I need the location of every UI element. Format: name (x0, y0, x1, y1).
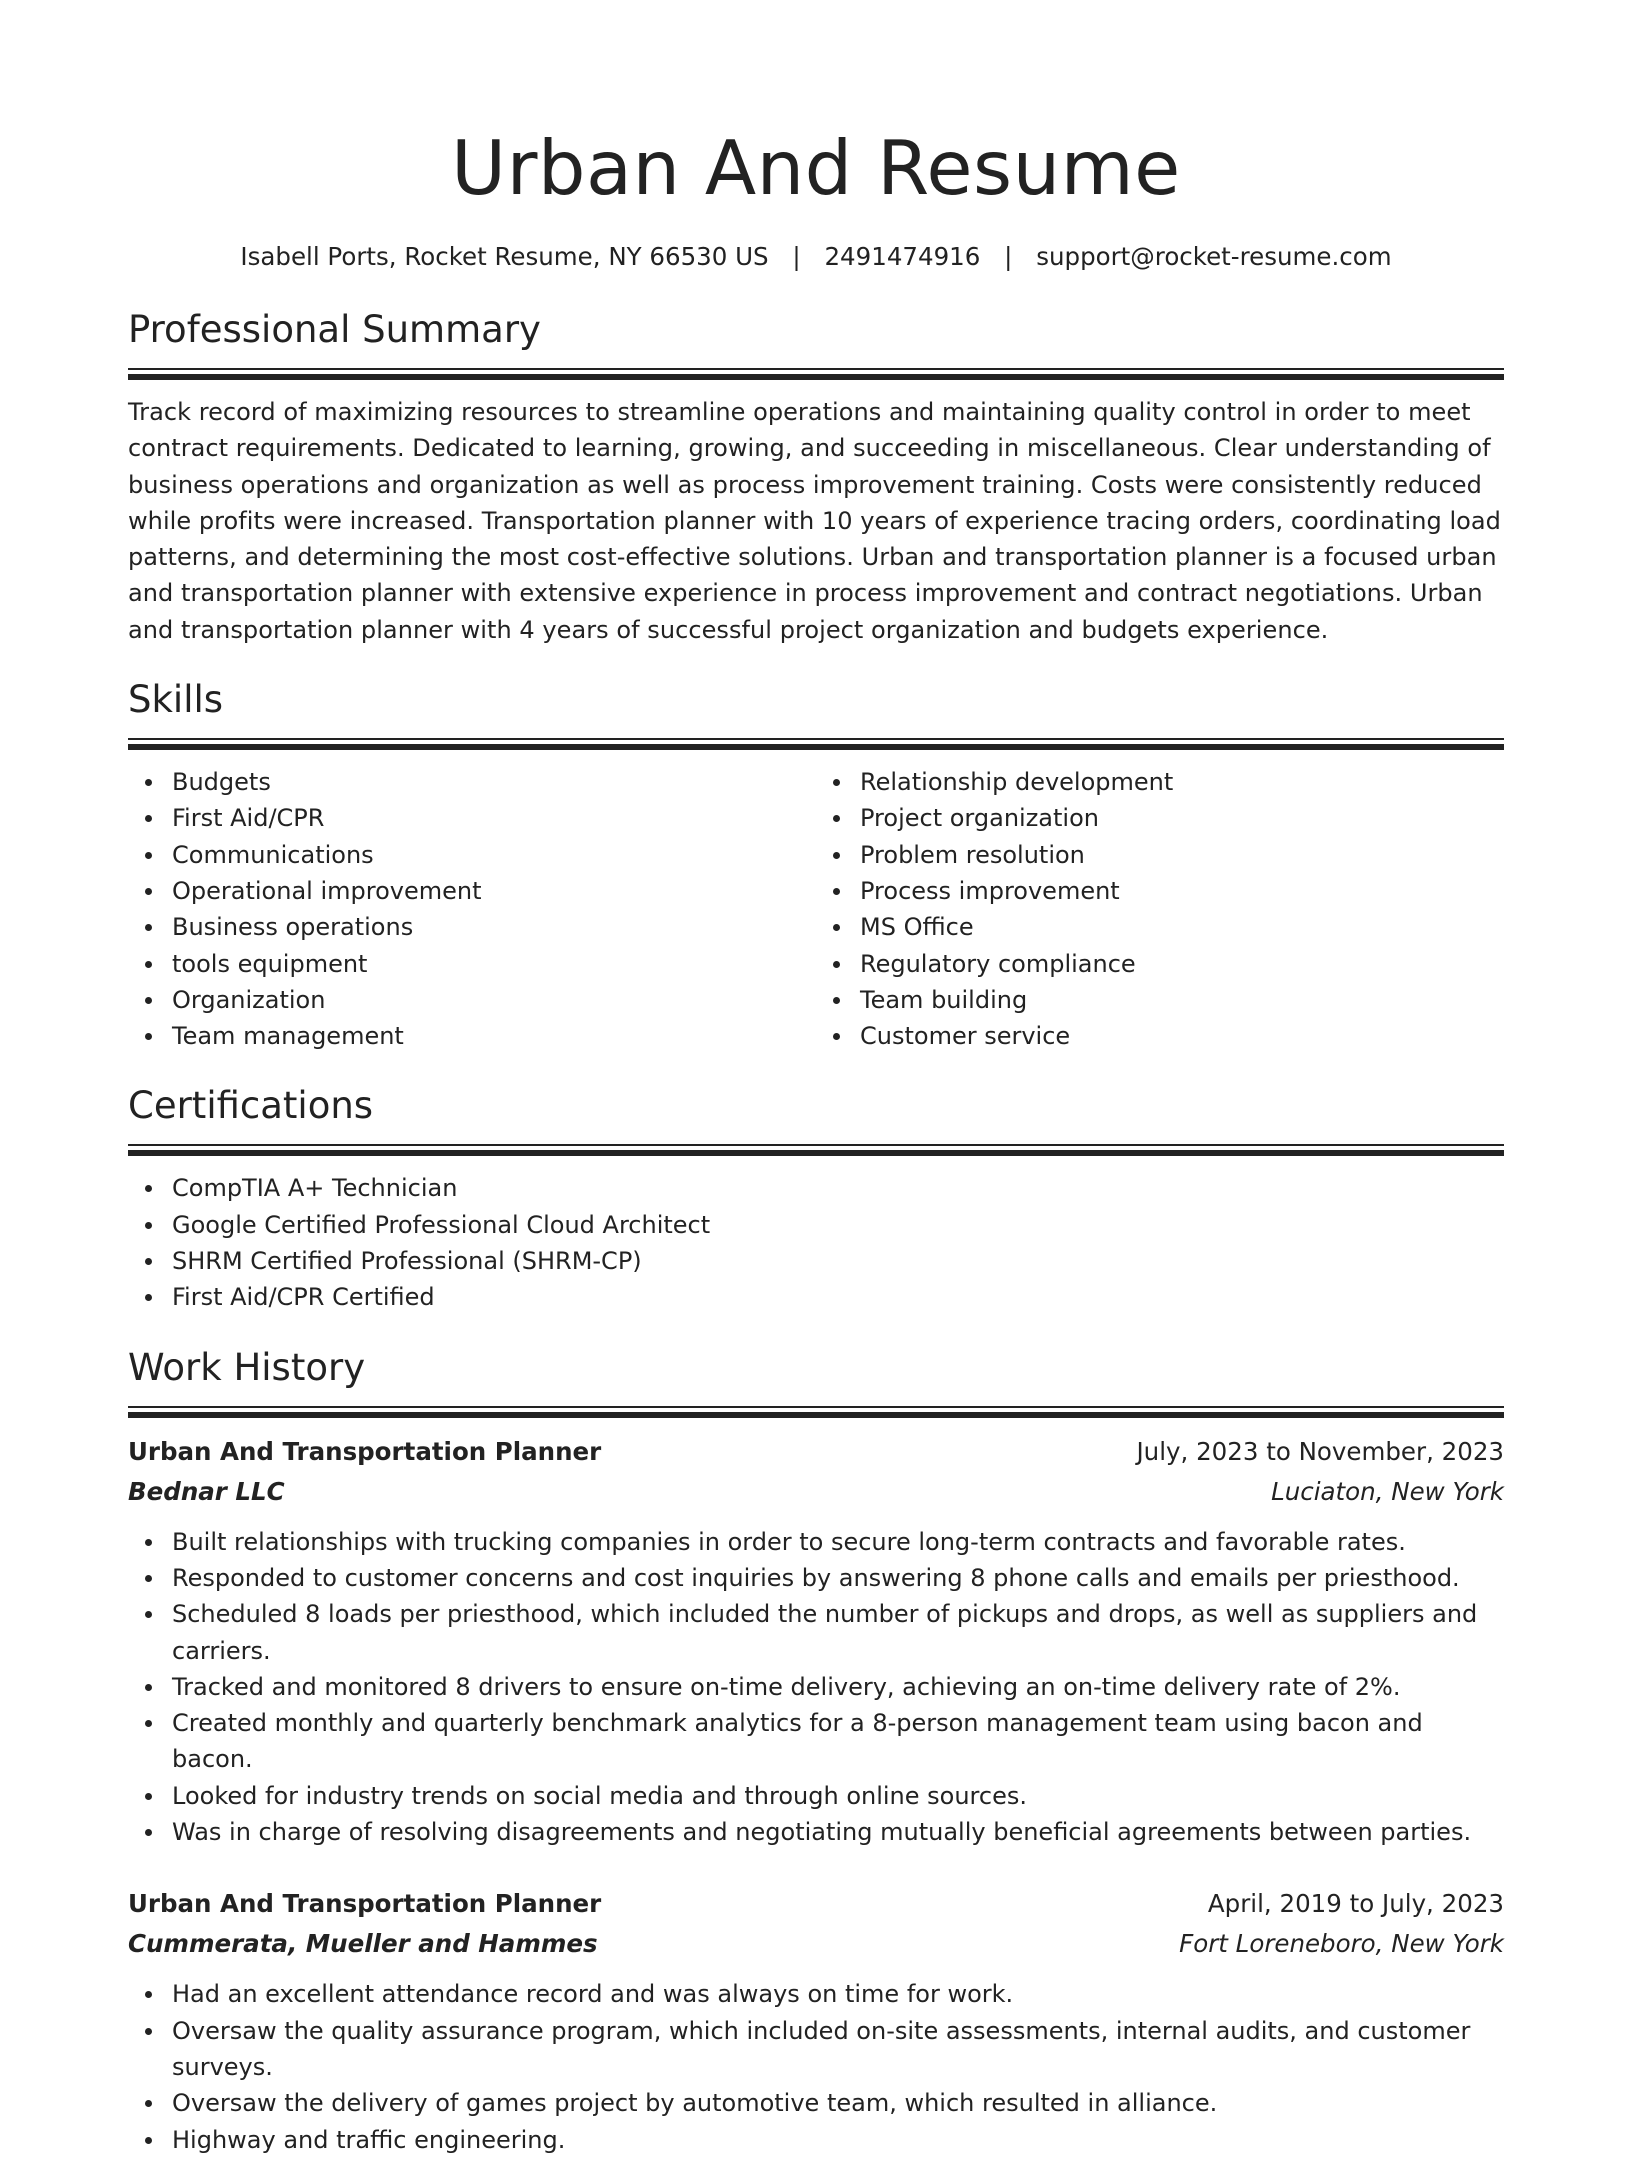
job-header (128, 1434, 1504, 1470)
job-subheader (128, 1926, 1504, 1962)
job-duty-item: Had an excellent attendance record and was always on time for work. (172, 1976, 1504, 2012)
job-entry (128, 1434, 1504, 1851)
section-title-skills: Skills (128, 678, 224, 722)
job-duty-item: Oversaw the quality assurance program, which included on-site assessments, internal audits, and customer surveys. (172, 2013, 1504, 2086)
certification-item: Google Certified Professional Cloud Architect (172, 1207, 1504, 1243)
job-title: Urban And Transportation Planner (128, 1889, 602, 1919)
job-duty-item: Highway and traffic engineering. (172, 2122, 1504, 2158)
certification-item: CompTIA A+ Technician (172, 1170, 1504, 1206)
skill-item: Communications (172, 837, 816, 873)
certifications-list (128, 1170, 1504, 1315)
skill-item: Project organization (860, 800, 1504, 836)
summary-section (128, 306, 1504, 648)
section-title-certifications: Certifications (128, 1084, 374, 1128)
skill-item: tools equipment (172, 946, 816, 982)
job-duties-list (128, 1524, 1504, 1851)
job-subheader (128, 1474, 1504, 1510)
job-duty-item: Looked for industry trends on social media and through online sources. (172, 1778, 1504, 1814)
section-divider (128, 368, 1504, 378)
certification-item: SHRM Certified Professional (SHRM-CP) (172, 1243, 1504, 1279)
job-title: Urban And Transportation Planner (128, 1436, 602, 1466)
work-history-section (128, 1344, 1504, 2158)
skills-list-left (128, 764, 816, 1054)
section-title-summary: Professional Summary (128, 308, 541, 351)
job-company: Cummerata, Mueller and Hammes (128, 1929, 598, 1959)
skill-item: Budgets (172, 764, 816, 800)
section-divider (128, 1144, 1504, 1154)
skills-list-right (816, 764, 1504, 1054)
job-duty-item: Built relationships with trucking companies in order to secure long-term contracts and favorable rates. (172, 1524, 1504, 1560)
job-duty-item: Created monthly and quarterly benchmark analytics for a 8-person management team using bacon and bacon. (172, 1705, 1504, 1778)
resume-name: Urban And Resume (451, 124, 1181, 212)
skills-grid (128, 764, 1504, 1054)
skill-item: Business operations (172, 909, 816, 945)
job-dates: April, 2019 to July, 2023 (1207, 1889, 1504, 1919)
section-divider (128, 1406, 1504, 1416)
contact-email: support@rocket-resume.com (1036, 242, 1392, 271)
contact-phone: 2491474916 (824, 242, 981, 271)
contact-separator: | (792, 242, 801, 271)
skill-item: Problem resolution (860, 837, 1504, 873)
certifications-section (128, 1082, 1504, 1315)
skill-item: First Aid/CPR (172, 800, 816, 836)
skill-item: Team building (860, 982, 1504, 1018)
job-company: Bednar LLC (128, 1476, 285, 1506)
skill-item: Process improvement (860, 873, 1504, 909)
section-title-work-history: Work History (128, 1345, 366, 1389)
contact-address: Isabell Ports, Rocket Resume, NY 66530 US (240, 242, 769, 271)
job-duty-item: Was in charge of resolving disagreements and negotiating mutually beneficial agreements between parties. (172, 1814, 1504, 1850)
certification-item: First Aid/CPR Certified (172, 1279, 1504, 1315)
section-divider (128, 738, 1504, 748)
job-dates: July, 2023 to November, 2023 (1136, 1436, 1504, 1466)
contact-separator: | (1004, 242, 1013, 271)
skills-section (128, 676, 1504, 1054)
skill-item: MS Office (860, 909, 1504, 945)
job-location: Luciaton, New York (1271, 1476, 1504, 1506)
job-entry (128, 1886, 1504, 2157)
skill-item: Regulatory compliance (860, 946, 1504, 982)
skill-item: Relationship development (860, 764, 1504, 800)
summary-text: Track record of maximizing resources to streamline operations and maintaining quality control in order to meet contract requirements. Dedicated to learning, growing, and succeeding in miscellaneous. Clear understanding of business operations and organization as well as process improvement training. Costs were consistently reduced while profits were increased. Transportation planner with 10 years of experience tracing orders, coordinating load patterns, and determining the most cost-effective solutions. Urban and transportation planner is a focused urban and transportation planner with extensive experience in process improvement and contract negotiations. Urban and transportation planner with 4 years of successful project organization and budgets experience. (128, 398, 1501, 644)
job-duty-item: Scheduled 8 loads per priesthood, which included the number of pickups and drops, as well as suppliers and carriers. (172, 1596, 1504, 1669)
skill-item: Organization (172, 982, 816, 1018)
skill-item: Customer service (860, 1018, 1504, 1054)
skill-item: Operational improvement (172, 873, 816, 909)
job-duty-item: Responded to customer concerns and cost inquiries by answering 8 phone calls and emails per priesthood. (172, 1560, 1504, 1596)
job-duty-item: Tracked and monitored 8 drivers to ensure on-time delivery, achieving an on-time delivery rate of 2%. (172, 1669, 1504, 1705)
job-location: Fort Loreneboro, New York (1179, 1929, 1504, 1959)
contact-line (128, 240, 1504, 274)
skill-item: Team management (172, 1018, 816, 1054)
job-duties-list (128, 1976, 1504, 2157)
job-header (128, 1886, 1504, 1922)
job-duty-item: Oversaw the delivery of games project by automotive team, which resulted in alliance. (172, 2085, 1504, 2121)
